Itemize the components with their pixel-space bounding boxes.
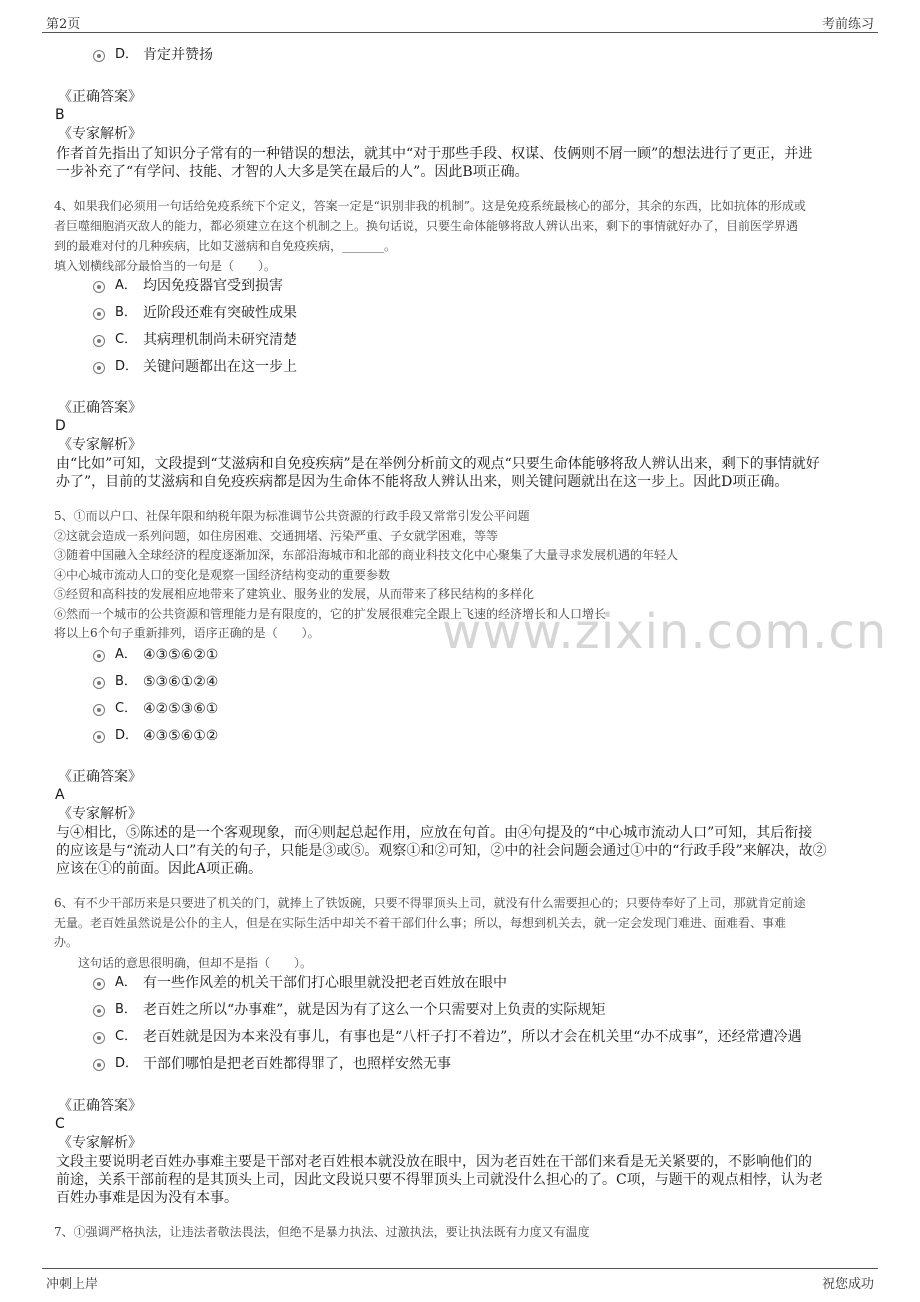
radio-icon[interactable] bbox=[93, 1005, 105, 1017]
radio-icon[interactable] bbox=[93, 50, 105, 62]
radio-icon[interactable] bbox=[93, 650, 105, 662]
analysis-line: 应该在①的前面。因此A项正确。 bbox=[56, 861, 263, 877]
analysis-label: 《专家解析》 bbox=[58, 1135, 142, 1151]
answer-label: 《正确答案》 bbox=[58, 400, 142, 416]
question-stem-line: 7、①强调严格执法，让违法者敬法畏法，但绝不是暴力执法、过激执法，要让执法既有力度又有温度 bbox=[54, 1225, 590, 1239]
question-stem-line: 到的最难对付的几种疾病，比如艾滋病和自免疫疾病，_______。 bbox=[54, 239, 397, 253]
option-key: D． bbox=[115, 728, 139, 743]
radio-icon[interactable] bbox=[93, 308, 105, 320]
answer-value: D bbox=[55, 418, 66, 434]
option-text: 其病理机制尚未研究清楚 bbox=[143, 332, 297, 348]
answer-label: 《正确答案》 bbox=[58, 769, 142, 785]
option-key: D． bbox=[115, 47, 139, 62]
option-key: B． bbox=[115, 305, 137, 320]
analysis-label: 《专家解析》 bbox=[58, 126, 142, 142]
answer-value: C bbox=[55, 1116, 65, 1132]
page-number: 第2页 bbox=[46, 17, 81, 32]
analysis-line: 由“比如”可知，文段提到“艾滋病和自免疫疾病”是在举例分析前文的观点“只要生命体能够将敌人辨认出来，剩下的事情就好 bbox=[56, 456, 820, 472]
analysis-line: 作者首先指出了知识分子常有的一种错误的想法，就其中“对于那些手段、权谋、伎俩则不屑一顾”的想法进行了更正，并进 bbox=[56, 146, 813, 162]
option-key: B． bbox=[115, 1002, 137, 1017]
question-prompt: 将以上6个句子重新排列，语序正确的是（ ）。 bbox=[54, 626, 320, 640]
option-key: C． bbox=[115, 701, 138, 716]
analysis-line: 与④相比，⑤陈述的是一个客观现象，而④则起总起作用，应放在句首。由④句提及的“中心城市流动人口”可知，其后衔接 bbox=[56, 825, 813, 841]
radio-icon[interactable] bbox=[93, 677, 105, 689]
option-text: 老百姓之所以“办事难”，就是因为有了这么一个只需要对上负责的实际规矩 bbox=[143, 1002, 606, 1018]
option-key: D． bbox=[115, 359, 139, 374]
question-stem-line: ⑤经贸和高科技的发展相应地带来了建筑业、服务业的发展，从而带来了移民结构的多样化 bbox=[54, 587, 535, 601]
answer-label: 《正确答案》 bbox=[58, 89, 142, 105]
question-prompt: 这句话的意思很明确，但却不是指（ ）。 bbox=[66, 956, 313, 970]
radio-icon[interactable] bbox=[93, 1032, 105, 1044]
analysis-line: 办了”，目前的艾滋病和自免疫疾病都是因为生命体不能将敌人辨认出来，则关键问题就出在这一步上。因此D项正确。 bbox=[56, 474, 789, 490]
header-title: 考前练习 bbox=[821, 17, 874, 32]
footer-right: 祝您成功 bbox=[821, 1277, 874, 1292]
radio-icon[interactable] bbox=[93, 335, 105, 347]
option-key: C． bbox=[115, 332, 138, 347]
answer-label: 《正确答案》 bbox=[58, 1098, 142, 1114]
analysis-line: 文段主要说明老百姓办事难主要是干部对老百姓根本就没放在眼中，因为老百姓在干部们来看是无关紧要的，不影响他们的 bbox=[56, 1154, 812, 1170]
question-stem-line: 4、如果我们必须用一句话给免疫系统下个定义，答案一定是“识别非我的机制”。这是免疫系统最核心的部分，其余的东西，比如抗体的形成或 bbox=[54, 199, 806, 213]
option-key: C． bbox=[115, 1029, 138, 1044]
question-prompt: 填入划横线部分最恰当的一句是（ ）。 bbox=[54, 259, 277, 273]
question-stem-line: ②这就会造成一系列问题，如住房困难、交通拥堵、污染严重、子女就学困难，等等 bbox=[54, 529, 499, 543]
option-text: 干部们哪怕是把老百姓都得罪了，也照样安然无事 bbox=[143, 1056, 451, 1072]
answer-value: A bbox=[55, 787, 65, 803]
answer-value: B bbox=[55, 107, 65, 123]
option-text: ④③⑤⑥①② bbox=[143, 728, 219, 744]
option-text: 肯定并赞扬 bbox=[143, 47, 213, 63]
option-key: A． bbox=[115, 647, 137, 662]
question-stem-line: 者巨噬细胞消灭敌人的能力，都必须建立在这个机制之上。换句话说，只要生命体能够将敌人辨认出来，剩下的事情就好办了，目前医学界遇 bbox=[54, 219, 799, 233]
question-stem-line: ③随着中国融入全球经济的程度逐渐加深，东部沿海城市和北部的商业科技文化中心聚集了大量寻求发展机遇的年轻人 bbox=[54, 548, 679, 562]
option-key: A． bbox=[115, 278, 137, 293]
watermark: www.zixin.com.cn bbox=[442, 604, 888, 660]
option-text: 近阶段还难有突破性成果 bbox=[143, 305, 297, 321]
option-key: D． bbox=[115, 1056, 139, 1071]
question-stem-line: 无量。老百姓虽然说是公仆的主人，但是在实际生活中却关不着干部们什么事；所以，每想到机关去，就一定会发现门难进、面难看、事难 bbox=[54, 916, 787, 930]
analysis-label: 《专家解析》 bbox=[58, 806, 142, 822]
analysis-line: 的应该是与“流动人口”有关的句子，只能是③或⑤。观察①和②可知，②中的社会问题会通过①中的“行政手段”来解决，故② bbox=[56, 843, 827, 859]
question-stem-line: 5、①而以户口、社保年限和纳税年限为标准调节公共资源的行政手段又常常引发公平问题 bbox=[54, 509, 530, 523]
question-stem-line: 办。 bbox=[54, 935, 79, 949]
option-text: 有一些作风差的机关干部们打心眼里就没把老百姓放在眼中 bbox=[143, 975, 507, 991]
option-key: B． bbox=[115, 674, 137, 689]
radio-icon[interactable] bbox=[93, 704, 105, 716]
analysis-line: 百姓办事难是因为没有本事。 bbox=[56, 1190, 238, 1206]
page-header bbox=[42, 10, 878, 33]
question-stem-line: ⑥然而一个城市的公共资源和管理能力是有限度的，它的扩发展很难完全跟上飞速的经济增长和人口增长 bbox=[54, 607, 607, 621]
page-footer bbox=[42, 1268, 878, 1295]
footer-left: 冲刺上岸 bbox=[46, 1277, 99, 1292]
analysis-line: 前途，关系干部前程的是其顶头上司，因此文段说只要不得罪顶头上司就没什么担心的了。C项，与题干的观点相悖，认为老 bbox=[56, 1172, 823, 1188]
radio-icon[interactable] bbox=[93, 978, 105, 990]
option-text: 老百姓就是因为本来没有事儿，有事也是“八杆子打不着边”，所以才会在机关里“办不成事”，还经常遭冷遇 bbox=[143, 1029, 802, 1045]
option-text: 关键问题都出在这一步上 bbox=[143, 359, 297, 375]
radio-icon[interactable] bbox=[93, 1059, 105, 1071]
radio-icon[interactable] bbox=[93, 281, 105, 293]
option-text: ④③⑤⑥②① bbox=[143, 647, 219, 663]
question-stem-line: 6、有不少干部历来是只要进了机关的门，就捧上了铁饭碗，只要不得罪顶头上司，就没有什么需要担心的；只要侍奉好了上司，那就肯定前途 bbox=[54, 896, 806, 910]
radio-icon[interactable] bbox=[93, 362, 105, 374]
option-text: ⑤③⑥①②④ bbox=[143, 674, 219, 690]
option-text: 均因免疫器官受到损害 bbox=[143, 278, 283, 294]
analysis-label: 《专家解析》 bbox=[58, 437, 142, 453]
radio-icon[interactable] bbox=[93, 731, 105, 743]
option-text: ④②⑤③⑥① bbox=[143, 701, 219, 717]
option-key: A． bbox=[115, 975, 137, 990]
question-stem-line: ④中心城市流动人口的变化是观察一国经济结构变动的重要参数 bbox=[54, 568, 391, 582]
analysis-line: 一步补充了“有学问、技能、才智的人大多是笑在最后的人”。因此B项正确。 bbox=[56, 164, 529, 180]
